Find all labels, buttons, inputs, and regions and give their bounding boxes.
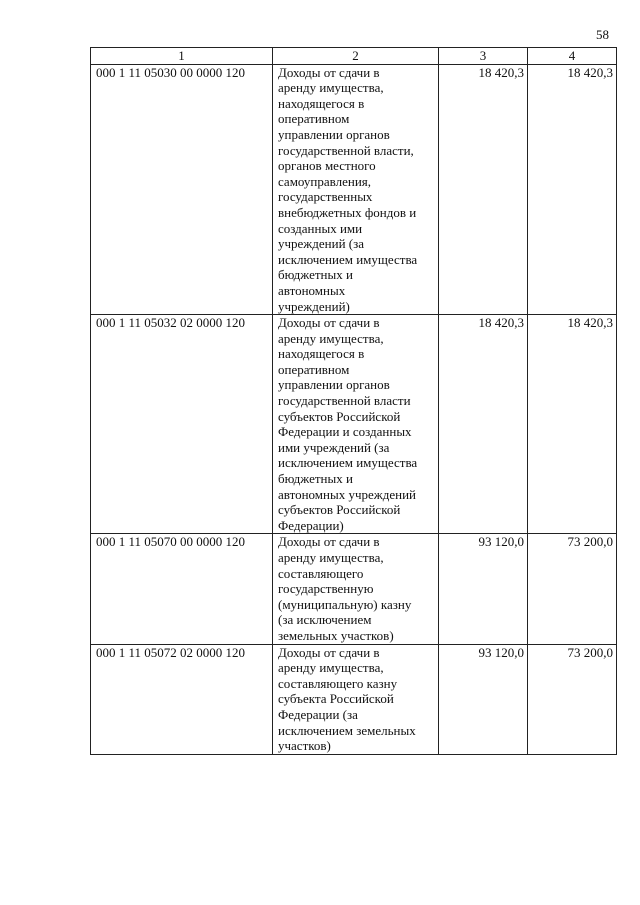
table-row	[91, 534, 617, 644]
revenue-name-line: автономных	[278, 282, 346, 298]
revenue-name-line: аренду имущества,	[278, 660, 384, 676]
budget-revenue-table	[90, 47, 617, 755]
revenue-name-line: исключением имущества	[278, 251, 418, 267]
revenue-name-line: Доходы от сдачи в	[278, 64, 380, 80]
revenue-name-line: находящегося в	[278, 95, 365, 111]
revenue-name-line: субъектов Российской	[278, 408, 401, 424]
amount-col-3: 93 120,0	[439, 644, 528, 754]
revenue-code: 000 1 11 05030 00 0000 120	[91, 64, 273, 315]
amount-col-4: 18 420,3	[528, 315, 617, 534]
header-col-4: 4	[528, 48, 617, 65]
revenue-code: 000 1 11 05072 02 0000 120	[91, 644, 273, 754]
amount-col-3: 18 420,3	[439, 64, 528, 315]
revenue-name-line: субъектов Российской	[278, 502, 401, 518]
revenue-name-line: Доходы от сдачи в	[278, 644, 380, 660]
revenue-name-line: составляющего казну	[278, 675, 398, 691]
header-row	[91, 48, 617, 65]
amount-col-3: 93 120,0	[439, 534, 528, 644]
revenue-name-line: государственную	[278, 581, 374, 597]
revenue-name-line: участков)	[278, 738, 331, 754]
amount-col-4: 73 200,0	[528, 534, 617, 644]
header-col-2: 2	[273, 48, 439, 65]
revenue-name-line: государственной власти	[278, 393, 411, 409]
revenue-name-line: внебюджетных фондов и	[278, 204, 417, 220]
revenue-name-line: управлении органов	[278, 377, 390, 393]
revenue-name-line: аренду имущества,	[278, 330, 384, 346]
table-row	[91, 64, 617, 315]
revenue-name-line: учреждений (за	[278, 236, 365, 252]
table-row	[91, 644, 617, 754]
revenue-name-line: субъекта Российской	[278, 691, 394, 707]
revenue-name-line: Федерации и созданных	[278, 424, 412, 440]
revenue-name-line: оперативном	[278, 111, 350, 127]
revenue-name	[273, 534, 439, 644]
revenue-name-line: аренду имущества,	[278, 550, 384, 565]
revenue-name-line: ими учреждений (за	[278, 439, 390, 455]
revenue-name	[273, 64, 439, 315]
revenue-name	[273, 644, 439, 754]
revenue-name-line: Федерации (за	[278, 706, 358, 722]
revenue-name-line: самоуправления,	[278, 173, 372, 189]
revenue-name	[273, 315, 439, 534]
revenue-name-line: созданных ими	[278, 220, 363, 236]
revenue-name-line: бюджетных и	[278, 267, 353, 283]
header-col-3: 3	[439, 48, 528, 65]
revenue-name-line: учреждений)	[278, 298, 350, 314]
amount-col-3: 18 420,3	[439, 315, 528, 534]
revenue-name-line: земельных участков)	[278, 627, 394, 643]
revenue-name-line: бюджетных и	[278, 471, 353, 487]
revenue-name-line: управлении органов	[278, 126, 390, 142]
revenue-name-line: аренду имущества,	[278, 80, 384, 96]
revenue-name-line: Доходы от сдачи в	[278, 534, 380, 550]
revenue-name-line: органов местного	[278, 158, 376, 174]
revenue-name-line: (за исключением	[278, 612, 372, 628]
revenue-name-line: составляющего	[278, 565, 364, 581]
revenue-name-line: исключением земельных	[278, 722, 416, 738]
revenue-code: 000 1 11 05032 02 0000 120	[91, 315, 273, 534]
revenue-name-line: государственных	[278, 189, 373, 205]
revenue-name-line: оперативном	[278, 361, 350, 377]
revenue-name-line: автономных учреждений	[278, 486, 417, 502]
amount-col-4: 73 200,0	[528, 644, 617, 754]
table-row	[91, 315, 617, 534]
revenue-name-line: (муниципальную) казну	[278, 596, 412, 612]
revenue-name-line: государственной власти,	[278, 142, 414, 158]
table-body	[91, 64, 617, 754]
revenue-name-line: Федерации)	[278, 517, 344, 533]
revenue-name-line: Доходы от сдачи в	[278, 315, 380, 331]
revenue-code: 000 1 11 05070 00 0000 120	[91, 534, 273, 644]
revenue-name-line: исключением имущества	[278, 455, 418, 471]
page-number: 58	[596, 27, 609, 42]
header-col-1: 1	[91, 48, 273, 65]
amount-col-4: 18 420,3	[528, 64, 617, 315]
revenue-name-line: находящегося в	[278, 346, 365, 362]
